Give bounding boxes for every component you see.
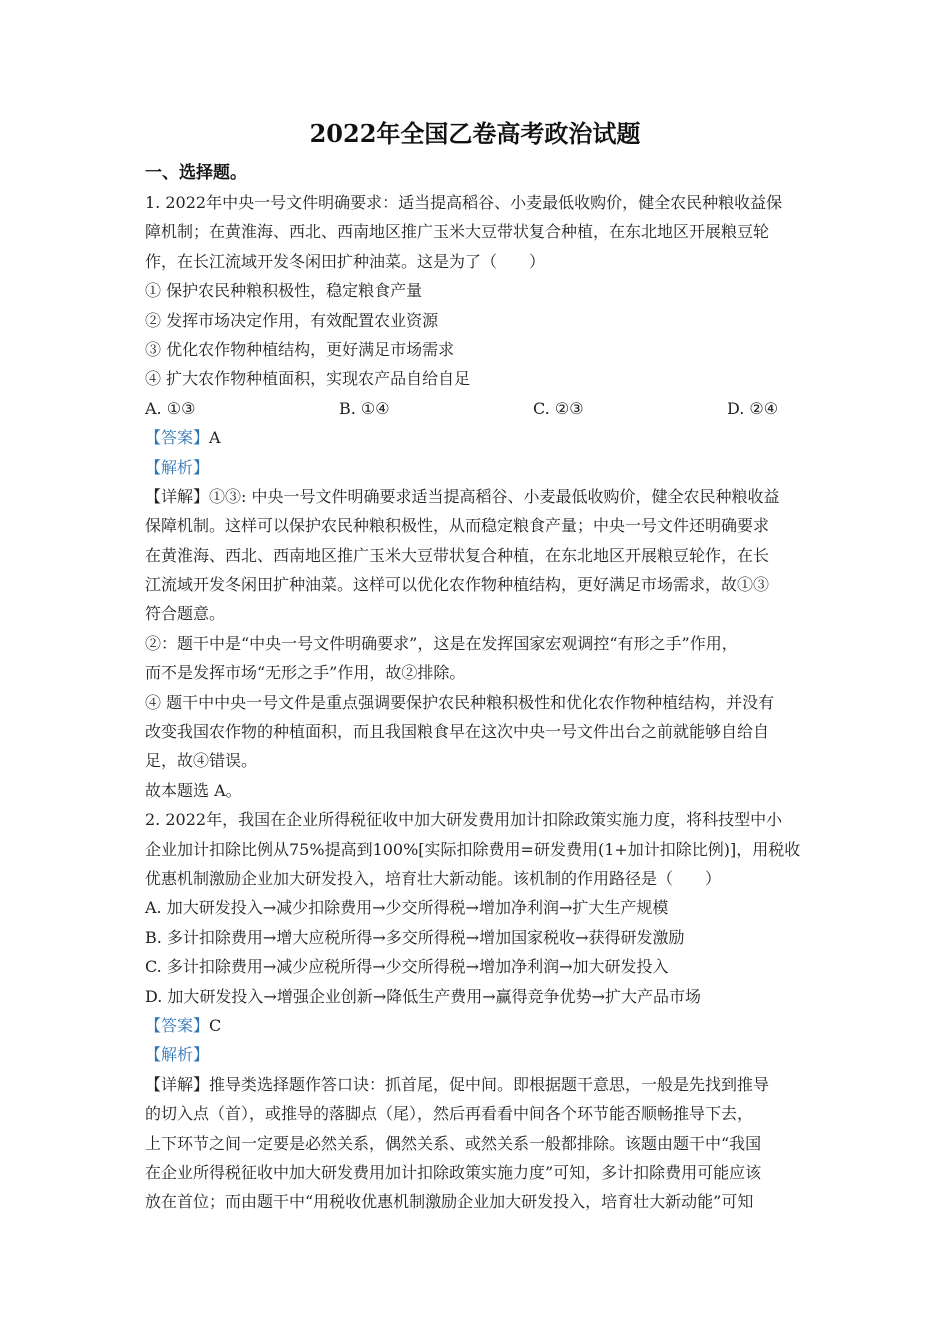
option-c: C. ②③: [533, 398, 584, 418]
answer-label: 【答案】: [145, 1015, 210, 1035]
statement: ② 发挥市场决定作用，有效配置农业资源: [145, 310, 439, 330]
option-c: C. 多计扣除费用→减少应税所得→少交所得税→增加净利润→加大研发投入: [145, 957, 669, 977]
detail-line: 江流域开发冬闲田扩种油菜。这样可以优化农作物种植结构，更好满足市场需求，故①③: [145, 575, 770, 595]
answer-line: [145, 423, 807, 452]
detail-line: 的切入点（首），或推导的落脚点（尾），然后再看看中间各个环节能否顺畅推导下去，: [145, 1104, 754, 1124]
option-a: A. ①③: [145, 398, 196, 418]
question-stem-line: 优惠机制激励企业加大研发投入，培育壮大新动能。该机制的作用路径是（ ）: [145, 868, 722, 888]
document-body: [145, 188, 807, 1217]
question-2: [145, 805, 807, 1216]
detail-line: 保障机制。这样可以保护农民种粮积极性，从而稳定粮食产量；中央一号文件还明确要求: [145, 516, 770, 536]
detail-text: ①③: 中央一号文件明确要求适当提高稻谷、小麦最低收购价，健全农民种粮收益: [209, 486, 780, 506]
question-stem-line: 1. 2022年中央一号文件明确要求：适当提高稻谷、小麦最低收购价，健全农民种粮收益保: [145, 193, 783, 212]
statement: ③ 优化农作物种植结构，更好满足市场需求: [145, 339, 455, 359]
option-b: B. ①④: [339, 398, 390, 418]
question-1: [145, 188, 807, 805]
statement: ④ 扩大农作物种植面积，实现农产品自给自足: [145, 369, 471, 389]
answer-options: [145, 394, 807, 423]
question-stem-line: 企业加计扣除比例从75%提高到100%[实际扣除费用=研发费用(1+加计扣除比例)]，用税收: [145, 839, 801, 859]
detail-text: 推导类选择题作答口诀：抓首尾，促中间。即根据题干意思，一般是先找到推导: [209, 1074, 770, 1094]
option-d: D. 加大研发投入→增强企业创新→降低生产费用→赢得竞争优势→扩大产品市场: [145, 986, 702, 1006]
statement: ① 保护农民种粮积极性，稳定粮食产量: [145, 281, 423, 301]
detail-line: 符合题意。: [145, 604, 226, 624]
detail-line: 改变我国农作物的种植面积，而且我国粮食早在这次中央一号文件出台之前就能够自给自: [145, 722, 770, 742]
answer-value: A: [209, 428, 221, 448]
document-title: 2022年全国乙卷高考政治试题: [309, 119, 641, 148]
detail-line: 在企业所得税征收中加大研发费用加计扣除政策实施力度”可知，多计扣除费用可能应该: [145, 1162, 762, 1182]
detail-line: 在黄淮海、西北、西南地区推广玉米大豆带状复合种植，在东北地区开展粮豆轮作，在长: [145, 545, 770, 565]
detail-line: [145, 1070, 807, 1099]
detail-line: 而不是发挥市场“无形之手”作用，故②排除。: [145, 663, 466, 683]
detail-line: 放在首位；而由题干中“用税收优惠机制激励企业加大研发投入，培育壮大新动能”可知: [145, 1192, 754, 1212]
answer-label: 【答案】: [145, 428, 210, 448]
detail-line: 足，故④错误。: [145, 751, 258, 771]
detail-line: [145, 482, 807, 511]
question-stem-line: 作，在长江流域开发冬闲田扩种油菜。这是为了（ ）: [145, 251, 546, 271]
analysis-label: 【解析】: [145, 457, 210, 477]
option-d: D. ②④: [727, 398, 779, 418]
detail-label: 【详解】: [145, 486, 210, 506]
answer-line: [145, 1011, 807, 1040]
analysis-label: 【解析】: [145, 1045, 210, 1065]
option-a: A. 加大研发投入→减少扣除费用→少交所得税→增加净利润→扩大生产规模: [145, 898, 669, 918]
question-stem-line: 障机制；在黄淮海、西北、西南地区推广玉米大豆带状复合种植，在东北地区开展粮豆轮: [145, 222, 770, 242]
detail-label: 【详解】: [145, 1074, 210, 1094]
detail-line: ④ 题干中中央一号文件是重点强调要保护农民种粮积极性和优化农作物种植结构，并没有: [145, 692, 775, 712]
question-stem-line: 2. 2022年，我国在企业所得税征收中加大研发费用加计扣除政策实施力度，将科技型中小: [145, 810, 783, 830]
detail-line: ②：题干中是“中央一号文件明确要求”，这是在发挥国家宏观调控“有形之手”作用，: [145, 633, 738, 653]
detail-line: 故本题选 A。: [145, 780, 242, 800]
section-heading: 一、选择题。: [145, 163, 247, 183]
answer-value: C: [209, 1015, 222, 1035]
option-b: B. 多计扣除费用→增大应税所得→多交所得税→增加国家税收→获得研发激励: [145, 927, 685, 947]
detail-line: 上下环节之间一定要是必然关系，偶然关系、或然关系一般都排除。该题由题干中“我国: [145, 1133, 762, 1153]
